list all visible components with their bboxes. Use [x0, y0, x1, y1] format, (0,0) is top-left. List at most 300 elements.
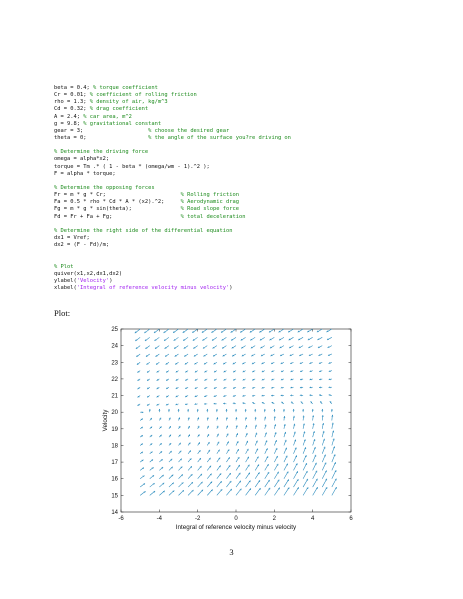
vector-arrowhead: [276, 456, 277, 458]
vector-arrow: [179, 417, 180, 420]
vector-arrowhead: [185, 379, 187, 380]
vector-arrowhead: [250, 331, 252, 332]
vector-arrow: [140, 460, 143, 462]
code-comment: % total deceleration: [180, 213, 246, 220]
vector-arrow: [294, 448, 297, 454]
vector-arrowhead: [280, 347, 282, 348]
code-line: [54, 128, 434, 135]
vector-arrowhead: [326, 487, 327, 489]
vector-arrow: [246, 457, 249, 462]
vector-arrowhead: [274, 409, 276, 410]
vector-arrowhead: [166, 388, 168, 389]
vector-arrowhead: [227, 441, 228, 443]
vector-arrow: [135, 329, 140, 333]
vector-arrowhead: [185, 396, 187, 397]
vector-arrowhead: [216, 409, 218, 410]
vector-arrow: [236, 457, 239, 462]
vector-arrowhead: [166, 404, 168, 405]
vector-arrow: [184, 354, 188, 357]
vector-arrowhead: [297, 487, 298, 489]
vector-arrowhead: [265, 432, 266, 434]
code-comment: % Determine the driving force: [54, 149, 149, 156]
vector-arrowhead: [245, 409, 247, 410]
vector-arrow: [188, 474, 192, 479]
vector-arrow: [147, 404, 150, 406]
vector-arrow: [265, 480, 270, 487]
vector-arrow: [145, 337, 150, 341]
vector-arrowhead: [180, 451, 181, 453]
vector-arrow: [255, 456, 258, 462]
x-tick-label: 0: [234, 516, 238, 522]
vector-arrowhead: [228, 449, 229, 451]
vector-arrowhead: [333, 439, 334, 441]
vector-arrowhead: [172, 483, 174, 485]
vector-arrow: [226, 481, 231, 487]
vector-arrowhead: [142, 411, 143, 413]
vector-arrow: [332, 423, 333, 429]
vector-arrowhead: [176, 371, 178, 372]
vector-arrow: [183, 329, 188, 333]
vector-arrow: [156, 362, 159, 364]
vector-arrowhead: [261, 347, 263, 348]
vector-arrow: [166, 379, 169, 381]
vector-arrowhead: [271, 387, 273, 388]
vector-arrow: [217, 450, 220, 454]
vector-arrowhead: [252, 387, 254, 388]
vector-arrowhead: [313, 423, 315, 425]
vector-arrowhead: [252, 402, 254, 403]
vector-arrowhead: [160, 426, 161, 428]
vector-arrow: [207, 466, 211, 471]
vector-arrow: [246, 449, 249, 454]
vector-arrow: [243, 387, 246, 388]
vector-arrowhead: [291, 402, 293, 403]
vector-arrow: [150, 483, 155, 487]
vector-arrow: [198, 417, 199, 420]
vector-arrow: [217, 489, 222, 495]
vector-arrowhead: [316, 479, 317, 481]
vector-arrow: [313, 479, 318, 487]
vector-arrowhead: [252, 363, 254, 364]
vector-arrowhead: [138, 396, 140, 397]
vector-arrowhead: [232, 347, 234, 348]
vector-arrowhead: [224, 387, 226, 388]
vector-arrowhead: [233, 395, 235, 396]
vector-arrowhead: [335, 479, 336, 481]
vector-arrowhead: [245, 417, 247, 419]
vector-arrowhead: [246, 441, 247, 443]
code-text: Fr = m * g * Cr;: [54, 192, 181, 199]
vector-arrow: [188, 458, 191, 462]
vector-arrowhead: [312, 415, 314, 416]
y-tick-label: 21: [111, 393, 118, 400]
vector-arrow: [274, 480, 279, 487]
vector-arrowhead: [303, 416, 305, 417]
code-line: [54, 206, 434, 213]
y-axis-label: Velocity: [102, 409, 109, 432]
vector-arrow: [179, 435, 181, 438]
vector-arrowhead: [261, 355, 263, 356]
vector-arrowhead: [267, 456, 268, 458]
vector-arrowhead: [325, 463, 326, 465]
vector-arrow: [265, 472, 269, 479]
vector-arrowhead: [310, 387, 312, 389]
vector-arrow: [236, 481, 241, 487]
vector-arrowhead: [218, 450, 219, 452]
vector-arrowhead: [249, 480, 250, 482]
vector-arrow: [284, 440, 286, 446]
code-text: Cd = 0.32;: [54, 106, 90, 113]
vector-arrow: [207, 426, 208, 429]
vector-arrow: [246, 417, 247, 420]
vector-arrow: [252, 387, 255, 388]
vector-arrow: [221, 329, 226, 333]
vector-arrow: [313, 423, 314, 429]
vector-arrow: [252, 379, 255, 380]
vector-arrow: [251, 346, 255, 349]
code-comment: % Determine the opposing forces: [54, 184, 155, 191]
vector-arrowhead: [294, 432, 295, 434]
vector-arrowhead: [233, 363, 235, 364]
vector-arrow: [150, 418, 152, 421]
vector-arrowhead: [258, 472, 259, 474]
code-line: [54, 278, 434, 285]
vector-arrowhead: [310, 371, 312, 372]
vector-arrow: [150, 459, 153, 462]
vector-arrowhead: [179, 443, 180, 445]
vector-arrowhead: [146, 347, 148, 348]
vector-arrowhead: [217, 426, 218, 428]
vector-arrowhead: [304, 431, 305, 433]
vector-arrow: [289, 337, 294, 340]
vector-arrow: [251, 354, 255, 356]
vector-arrow: [280, 346, 284, 349]
vector-arrowhead: [314, 447, 315, 449]
vector-arrowhead: [147, 396, 149, 397]
vector-arrowhead: [176, 396, 178, 397]
vector-arrowhead: [322, 423, 324, 425]
vector-arrow: [317, 329, 322, 332]
vector-arrowhead: [312, 409, 314, 410]
vector-arrowhead: [309, 355, 311, 356]
vector-arrow: [138, 404, 141, 406]
vector-arrowhead: [310, 362, 312, 363]
vector-arrow: [294, 424, 295, 429]
vector-arrowhead: [293, 409, 295, 410]
vector-arrowhead: [269, 331, 271, 332]
vector-arrow: [192, 329, 197, 333]
vector-arrowhead: [145, 340, 147, 341]
vector-arrowhead: [212, 339, 214, 340]
vector-arrowhead: [169, 435, 170, 437]
vector-arrow: [195, 362, 198, 364]
vector-arrowhead: [190, 466, 192, 468]
vector-arrowhead: [335, 470, 336, 472]
vector-arrowhead: [151, 451, 153, 453]
vector-arrowhead: [150, 418, 151, 420]
vector-arrow: [155, 346, 159, 349]
vector-arrowhead: [210, 474, 211, 476]
vector-arrowhead: [152, 467, 154, 468]
y-tick-label: 17: [111, 460, 118, 467]
vector-arrowhead: [221, 331, 223, 332]
vector-arrow: [262, 362, 265, 364]
vector-arrowhead: [329, 362, 331, 363]
vector-arrow: [242, 396, 245, 397]
code-line: [54, 106, 434, 113]
vector-arrowhead: [143, 475, 145, 476]
vector-arrow: [195, 387, 198, 389]
vector-arrow: [223, 396, 226, 397]
vector-arrowhead: [195, 379, 197, 380]
vector-arrow: [147, 396, 150, 398]
vector-arrowhead: [298, 339, 300, 340]
vector-arrowhead: [283, 409, 285, 410]
vector-arrow: [179, 459, 182, 463]
vector-arrow: [255, 449, 258, 454]
vector-arrow: [255, 464, 259, 470]
vector-arrowhead: [328, 354, 330, 355]
code-comment: % density of air, kg/m^3: [89, 99, 168, 106]
vector-arrowhead: [287, 479, 288, 481]
code-text: A = 2.4;: [54, 113, 84, 120]
vector-arrow: [136, 346, 140, 349]
vector-arrow: [169, 418, 170, 421]
vector-arrow: [262, 379, 265, 380]
vector-arrowhead: [151, 435, 153, 437]
vector-arrowhead: [242, 363, 244, 364]
vector-arrowhead: [243, 387, 245, 388]
vector-arrowhead: [285, 448, 286, 450]
vector-arrow: [274, 464, 278, 471]
vector-arrowhead: [246, 425, 247, 427]
vector-arrowhead: [279, 339, 281, 340]
vector-arrow: [250, 329, 255, 332]
code-text: Fa = 0.5 * rho * Cd * A * (x2).^2;: [54, 199, 181, 206]
vector-arrowhead: [185, 404, 187, 405]
vector-arrow: [284, 456, 287, 462]
code-text: ): [229, 284, 233, 291]
vector-arrow: [140, 483, 145, 487]
vector-arrow: [271, 362, 274, 364]
vector-arrowhead: [295, 448, 296, 450]
code-line: [54, 256, 434, 263]
vector-arrow: [332, 479, 336, 487]
vector-arrow: [250, 337, 255, 340]
vector-arrowhead: [315, 463, 316, 465]
vector-arrowhead: [322, 415, 324, 416]
vector-arrow: [164, 337, 169, 341]
vector-arrowhead: [294, 424, 296, 426]
code-line: [54, 242, 434, 249]
vector-arrow: [169, 443, 171, 445]
vector-arrowhead: [137, 363, 139, 364]
vector-arrowhead: [281, 387, 283, 388]
vector-arrowhead: [241, 339, 243, 340]
vector-arrowhead: [300, 379, 302, 380]
vector-arrowhead: [265, 425, 266, 427]
vector-arrowhead: [149, 409, 151, 410]
x-tick-label: 6: [349, 516, 353, 522]
vector-arrowhead: [223, 363, 225, 364]
vector-arrowhead: [226, 426, 227, 428]
vector-arrow: [299, 354, 303, 356]
vector-arrowhead: [286, 456, 287, 458]
vector-arrowhead: [204, 363, 206, 364]
vector-arrowhead: [203, 339, 205, 340]
vector-arrow: [270, 346, 274, 349]
code-text: omega = alpha*x2;: [54, 156, 110, 163]
vector-arrowhead: [160, 435, 162, 437]
vector-arrowhead: [194, 355, 196, 356]
code-text: Fd = Fr + Fa + Fg;: [54, 213, 181, 220]
vector-arrow: [319, 379, 322, 380]
vector-arrow: [322, 455, 325, 462]
vector-arrowhead: [260, 339, 262, 340]
vector-arrow: [300, 387, 303, 388]
vector-arrow: [303, 416, 304, 421]
vector-arrowhead: [247, 449, 248, 451]
vector-arrow: [179, 482, 184, 487]
x-tick-label: 2: [272, 516, 277, 522]
vector-arrow: [214, 387, 217, 388]
vector-arrow: [274, 416, 275, 420]
vector-arrow: [329, 379, 332, 380]
vector-arrowhead: [300, 371, 302, 372]
vector-arrow: [154, 329, 159, 333]
vector-arrowhead: [318, 339, 320, 340]
vector-arrowhead: [152, 475, 154, 476]
vector-arrowhead: [233, 387, 235, 388]
vector-arrow: [195, 396, 198, 397]
vector-arrow: [159, 426, 161, 429]
vector-arrowhead: [305, 455, 306, 457]
vector-arrowhead: [258, 480, 259, 482]
vector-arrowhead: [174, 347, 176, 348]
vector-arrowhead: [281, 371, 283, 372]
vector-arrowhead: [284, 416, 286, 417]
vector-arrow: [303, 463, 307, 470]
vector-arrow: [169, 451, 172, 454]
vector-arrow: [224, 387, 227, 388]
vector-arrowhead: [252, 371, 254, 372]
vector-arrow: [195, 371, 198, 373]
plot-caption: Plot:: [54, 308, 71, 318]
vector-arrow: [291, 402, 293, 404]
vector-arrow: [159, 443, 161, 445]
vector-arrow: [224, 379, 227, 381]
vector-arrowhead: [203, 347, 205, 348]
vector-arrow: [207, 442, 209, 445]
vector-arrow: [135, 337, 140, 341]
vector-arrowhead: [222, 347, 224, 348]
vector-arrow: [226, 465, 230, 470]
vector-arrowhead: [267, 464, 268, 466]
vector-arrowhead: [236, 433, 237, 435]
vector-arrow: [226, 441, 228, 445]
vector-arrow: [157, 379, 160, 381]
vector-arrow: [184, 346, 188, 349]
vector-arrowhead: [325, 470, 326, 472]
vector-arrow: [255, 441, 257, 446]
code-text: ): [109, 277, 113, 284]
vector-arrow: [185, 371, 188, 373]
vector-arrowhead: [229, 473, 230, 475]
code-line: [54, 171, 434, 178]
vector-arrowhead: [208, 442, 209, 444]
code-comment: % Aerodynamic drag: [180, 199, 239, 206]
vector-arrowhead: [271, 371, 273, 372]
vector-arrow: [320, 401, 322, 403]
vector-arrowhead: [168, 409, 170, 410]
vector-arrow: [207, 489, 212, 495]
vector-arrow: [236, 465, 240, 471]
vector-arrow: [233, 396, 236, 397]
code-text: xlabel(: [54, 284, 77, 291]
vector-arrowhead: [209, 466, 210, 468]
vector-arrowhead: [329, 387, 330, 389]
vector-arrowhead: [176, 388, 178, 389]
vector-arrowhead: [330, 401, 331, 403]
vector-arrowhead: [151, 459, 153, 460]
vector-arrow: [150, 451, 153, 453]
vector-arrowhead: [218, 442, 219, 444]
vector-arrow: [322, 487, 327, 495]
vector-arrowhead: [294, 440, 295, 442]
code-comment: % Road slope force: [180, 206, 239, 213]
vector-arrowhead: [208, 434, 209, 436]
vector-arrow: [329, 395, 332, 396]
code-text: dx1 = Vref;: [54, 234, 90, 241]
vector-arrow: [319, 395, 322, 396]
vector-arrowhead: [319, 371, 321, 372]
vector-arrow: [290, 387, 293, 388]
vector-arrowhead: [219, 465, 220, 467]
vector-arrowhead: [163, 491, 165, 493]
vector-arrowhead: [157, 379, 159, 380]
vector-arrowhead: [227, 434, 228, 436]
vector-arrow: [284, 432, 286, 437]
vector-arrowhead: [159, 409, 161, 410]
code-line: [54, 135, 434, 142]
vector-arrowhead: [205, 379, 207, 380]
vector-arrowhead: [262, 363, 264, 364]
vector-arrow: [179, 490, 184, 495]
code-line: [54, 221, 434, 228]
vector-arrowhead: [285, 440, 286, 442]
vector-arrow: [233, 387, 236, 388]
vector-arrow: [279, 329, 284, 332]
vector-arrowhead: [259, 488, 260, 490]
vector-arrow: [274, 440, 276, 445]
vector-arrow: [281, 371, 284, 372]
vector-arrow: [243, 371, 246, 373]
vector-arrow: [319, 371, 322, 372]
vector-arrowhead: [246, 433, 247, 435]
vector-arrowhead: [138, 371, 140, 372]
vector-arrow: [166, 362, 169, 364]
vector-arrow: [322, 463, 326, 471]
vector-arrowhead: [204, 387, 206, 388]
vector-arrow: [195, 404, 198, 405]
vector-arrow: [169, 459, 172, 462]
vector-arrow: [298, 329, 303, 332]
vector-arrowhead: [183, 331, 185, 332]
code-text: ylabel(: [54, 277, 77, 284]
vector-arrow: [310, 362, 313, 364]
vector-arrowhead: [252, 395, 254, 397]
vector-arrowhead: [219, 458, 220, 460]
